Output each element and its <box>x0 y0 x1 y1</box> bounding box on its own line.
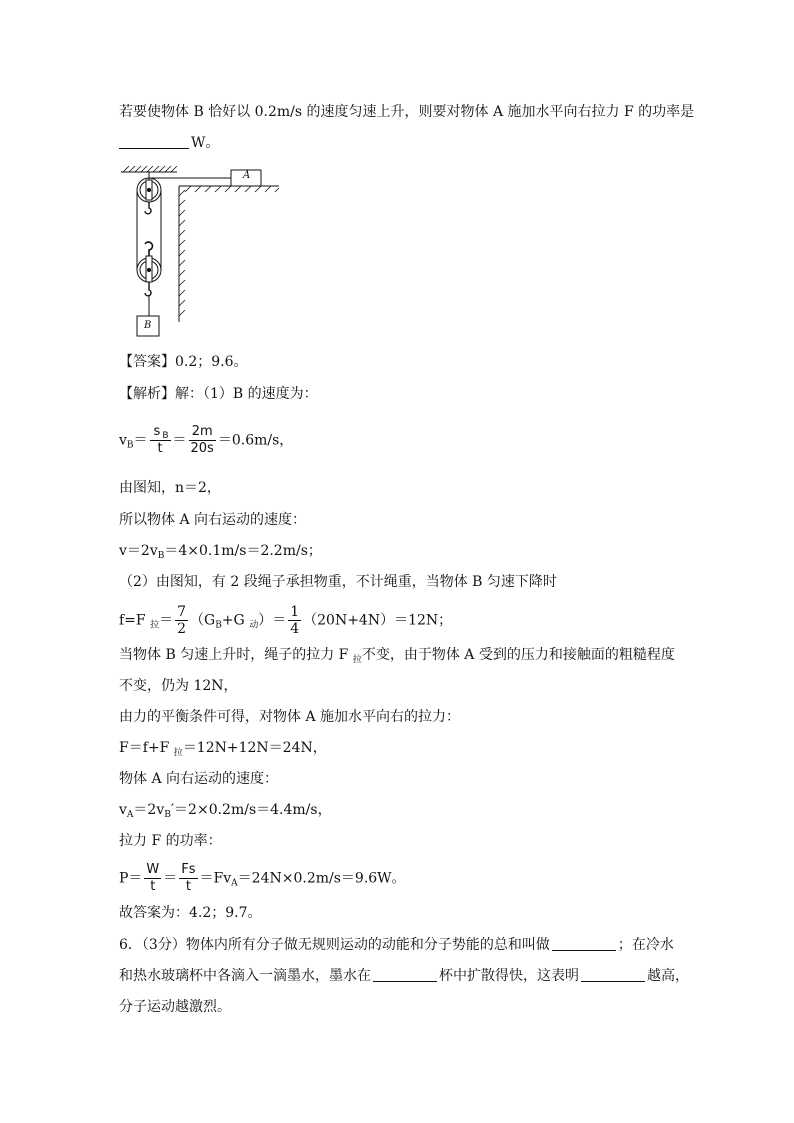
fraction-denominator: t <box>185 879 191 894</box>
eq-subscript: 拉 <box>150 620 160 631</box>
analysis-text: 由图知，n＝2， <box>119 480 221 496</box>
fraction-denominator: 4 <box>290 621 300 637</box>
analysis-intro: 解：（1）B 的速度为： <box>175 386 318 402</box>
analysis-text: 物体 A 向右运动的速度： <box>119 771 279 787</box>
analysis-text: 所以物体 A 向右运动的速度： <box>119 512 307 528</box>
equation-power <box>119 862 406 895</box>
eq-text: ＝0.6m/s， <box>217 432 294 449</box>
eq-text: ＝24N×0.2m/s＝9.6W。 <box>237 870 406 887</box>
eq-subscript: A <box>231 878 238 889</box>
eq-text: （20N+4N）＝12N； <box>303 612 453 629</box>
equation-va <box>119 800 332 820</box>
answer-line <box>119 352 248 372</box>
question6-text: 6．（3分）物体内所有分子做无规则运动的动能和分子势能的总和叫做 <box>119 937 550 953</box>
answer-blank[interactable] <box>581 967 645 982</box>
fraction <box>175 604 188 637</box>
text-line <box>119 769 278 789</box>
eq-subscript: B <box>164 810 171 820</box>
question6-line-2 <box>119 966 689 986</box>
fraction-numerator: 7 <box>177 604 187 620</box>
analysis-text: 由力的平衡条件可得，对物体 A 施加水平向右的拉力： <box>119 709 461 725</box>
eq-subscript: 拉 <box>173 748 183 758</box>
fraction-denominator: 2 <box>177 621 187 637</box>
analysis-line <box>119 384 318 404</box>
eq-text: ＝4×0.1m/s＝2.2m/s； <box>164 543 322 559</box>
analysis-text: 拉力 F 的功率： <box>119 833 222 849</box>
equation-f <box>119 604 452 637</box>
eq-text: ）＝ <box>258 612 287 629</box>
eq-text: （G <box>190 612 216 629</box>
fraction <box>144 862 161 895</box>
eq-text: ＝ <box>159 612 174 629</box>
label-block-a: A <box>243 170 251 181</box>
answer-blank[interactable] <box>119 134 189 149</box>
text-line <box>119 831 222 851</box>
eq-text: +G <box>221 612 250 629</box>
eq-text: f=F <box>119 612 151 629</box>
pulley-figure <box>119 160 284 340</box>
analysis-text: 不变，仍为 12N， <box>119 678 238 694</box>
eq-text: v <box>119 432 127 449</box>
question6-text: 杯中扩散得快，这表明 <box>439 968 579 984</box>
fraction-numerator: 1 <box>290 604 300 620</box>
fraction-denominator: 20s <box>190 441 214 456</box>
fraction <box>179 862 197 895</box>
eq-subscript: B <box>162 431 169 441</box>
text-line <box>119 645 675 665</box>
eq-text: P＝ <box>119 870 143 887</box>
pulley-diagram <box>119 160 284 340</box>
question-text-line-2 <box>119 133 219 153</box>
question6-text: ；在冷水 <box>617 937 674 953</box>
fraction <box>189 424 216 457</box>
answer-blank[interactable] <box>552 936 616 951</box>
fraction-denominator: t <box>157 441 163 456</box>
eq-text: v＝2v <box>119 543 158 559</box>
equation-vb <box>119 424 293 457</box>
fraction-numerator: s <box>153 424 161 439</box>
eq-text: ＝ <box>172 432 187 449</box>
eq-text: v <box>119 802 127 818</box>
answer-blank[interactable] <box>373 967 437 982</box>
answer-text: 0.2；9.6。 <box>175 354 248 370</box>
unit-text: W。 <box>191 135 220 151</box>
eq-text: ＝ <box>133 432 148 449</box>
text-line <box>119 572 557 592</box>
text-line <box>119 478 221 498</box>
equation-F <box>119 738 327 758</box>
fraction-numerator: 2m <box>189 424 216 441</box>
fraction-numerator: Fs <box>181 862 196 877</box>
analysis-text: （2）由图知，有 2 段绳子承担物重，不计绳重，当物体 B 匀速下降时 <box>119 574 557 590</box>
fraction-denominator: t <box>150 879 156 894</box>
eq-text: ＝ <box>163 870 178 887</box>
eq-text: ＝2v <box>133 802 165 818</box>
analysis-text: 不变，由于物体 A 受到的压力和接触面的粗糙程度 <box>361 647 675 663</box>
eq-subscript: B <box>126 440 134 451</box>
analysis-conclusion: 故答案为：4.2；9.7。 <box>119 905 262 921</box>
eq-subscript: 动 <box>249 620 259 631</box>
analysis-text: 当物体 B 匀速上升时，绳子的拉力 F <box>119 647 353 663</box>
conclusion-line <box>119 903 262 923</box>
text-line <box>119 676 238 696</box>
text-line <box>119 707 460 727</box>
eq-text: ＝Fv <box>199 870 232 887</box>
analysis-tag: 【解析】 <box>119 386 175 402</box>
eq-subscript: B <box>157 551 165 561</box>
question6-text: 和热水玻璃杯中各滴入一滴墨水，墨水在 <box>119 968 371 984</box>
eq-subscript: B <box>215 620 222 631</box>
fraction-numerator: W <box>146 862 160 877</box>
question6-line-3 <box>119 997 231 1017</box>
eq-text: ′＝2×0.2m/s＝4.4m/s， <box>170 802 332 818</box>
eq-subscript: A <box>126 810 134 820</box>
label-block-b: B <box>144 320 152 331</box>
question6-text: 越高， <box>647 968 689 984</box>
question-text: 若要使物体 B 恰好以 0.2m/s 的速度匀速上升，则要对物体 A 施加水平向右拉力 F 的功率是 <box>119 104 695 120</box>
fraction <box>288 604 301 637</box>
answer-tag: 【答案】 <box>119 354 175 370</box>
equation-v <box>119 541 322 561</box>
eq-subscript: 拉 <box>352 655 362 665</box>
question6-line-1 <box>119 935 674 955</box>
text-line <box>119 510 306 530</box>
question6-text: 分子运动越激烈。 <box>119 999 231 1015</box>
question-text-line <box>119 102 694 122</box>
eq-text: ＝12N+12N＝24N， <box>182 740 327 756</box>
eq-text: F＝f+F <box>119 740 174 756</box>
fraction <box>150 424 171 457</box>
